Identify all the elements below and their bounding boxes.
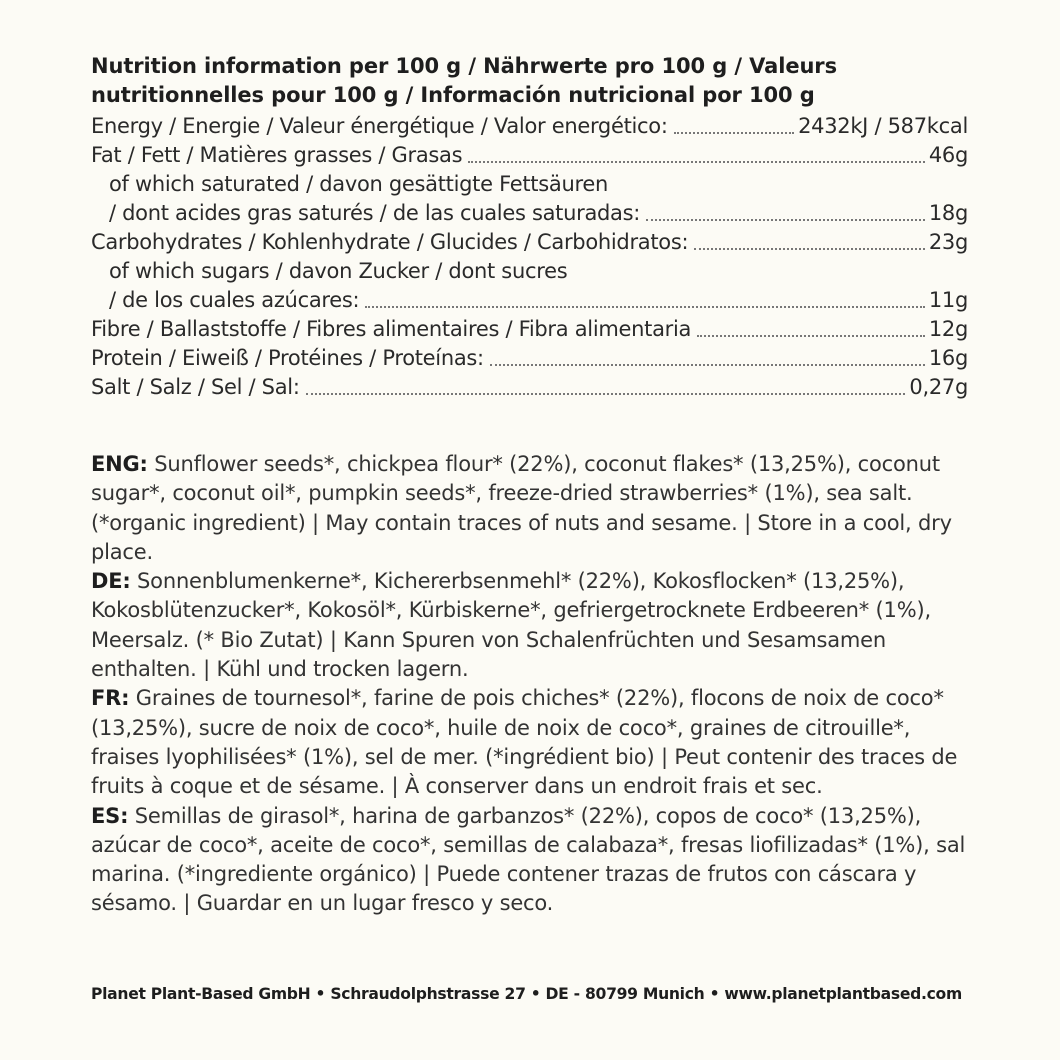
fat-label: Fat / Fett / Matières grasses / Grasas <box>91 143 463 167</box>
saturated-label-line2: / dont acides gras saturés / de las cuales saturadas: <box>109 201 641 225</box>
sugars-label-line1: of which sugars / davon Zucker / dont sucres <box>109 259 568 283</box>
leader-dots <box>697 333 925 337</box>
leader-dots <box>694 246 925 250</box>
carbohydrates-value: 23g <box>928 230 968 254</box>
ingredients-text-fr: Graines de tournesol*, farine de pois chiches* (22%), flocons de noix de coco* (13,25%), sucre de noix de coco*, huile de noix de coco*, graines de citrouille*, fraises lyophilisées* (1%), sel de mer. (*ingrédient bio) | Peut contenir des traces de fruits à coque et de sésame. | À conserver dans un endroit frais et sec. <box>91 686 958 799</box>
nutrition-row-sugars <box>91 286 968 315</box>
nutrition-row-carbohydrates <box>91 228 968 257</box>
nutrition-table <box>91 52 968 402</box>
leader-dots <box>490 362 925 366</box>
saturated-label-line1: of which saturated / davon gesättigte Fettsäuren <box>109 172 608 196</box>
nutrition-row-protein <box>91 344 968 373</box>
language-code-es: ES: <box>91 803 129 828</box>
company-footer: Planet Plant-Based GmbH • Schraudolphstrasse 27 • DE - 80799 Munich • www.planetplantbased.com <box>91 985 962 1003</box>
nutrition-row-saturated <box>91 199 968 228</box>
ingredients-fr <box>91 684 981 801</box>
language-code-fr: FR: <box>91 686 130 711</box>
salt-label: Salt / Salz / Sel / Sal: <box>91 375 300 399</box>
ingredients-text-eng: Sunflower seeds*, chickpea flour* (22%), coconut flakes* (13,25%), coconut sugar*, coconut oil*, pumpkin seeds*, freeze-dried strawberries* (1%), sea salt. (*organic ingredient) | May contain traces of nuts and sesame. | Store in a cool, dry place. <box>91 452 952 564</box>
carbohydrates-label: Carbohydrates / Kohlenhydrate / Glucides / Carbohidratos: <box>91 230 689 254</box>
nutrition-title-line1: Nutrition information per 100 g / Nährwerte pro 100 g / Valeurs <box>91 54 837 78</box>
ingredients-de <box>91 567 981 684</box>
nutrition-row-energy <box>91 112 968 141</box>
salt-value: 0,27g <box>909 375 968 399</box>
sugars-value: 11g <box>928 288 968 312</box>
energy-value: 2432kJ / 587kcal <box>798 114 968 138</box>
nutrition-row-fibre <box>91 315 968 344</box>
ingredients-block <box>91 450 981 919</box>
protein-value: 16g <box>928 346 968 370</box>
ingredients-eng <box>91 450 981 567</box>
protein-label: Protein / Eiweiß / Protéines / Proteínas: <box>91 346 484 370</box>
ingredients-es <box>91 802 981 919</box>
leader-dots <box>468 159 925 163</box>
language-code-de: DE: <box>91 569 131 594</box>
leader-dots <box>674 130 794 134</box>
ingredients-text-de: Sonnenblumenkerne*, Kichererbsenmehl* (22%), Kokosflocken* (13,25%), Kokosblütenzucker*, Kokosöl*, Kürbiskerne*, gefriergetrocknete Erdbeeren* (1%), Meersalz. (* Bio Zutat) | Kann Spuren von Schalenfrüchten und Sesamsamen enthalten. | Kühl und trocken lagern. <box>91 569 931 682</box>
nutrition-title <box>91 52 968 110</box>
saturated-value: 18g <box>928 201 968 225</box>
leader-dots <box>365 304 925 308</box>
nutrition-row-salt <box>91 373 968 402</box>
leader-dots <box>646 217 925 221</box>
fibre-value: 12g <box>928 317 968 341</box>
energy-label: Energy / Energie / Valeur énergétique / Valor energético: <box>91 114 668 138</box>
fibre-label: Fibre / Ballaststoffe / Fibres alimentaires / Fibra alimentaria <box>91 317 692 341</box>
sugars-label-line2: / de los cuales azúcares: <box>109 288 360 312</box>
nutrition-title-line2: nutritionnelles pour 100 g / Información nutricional por 100 g <box>91 83 815 107</box>
fat-value: 46g <box>928 143 968 167</box>
language-code-eng: ENG: <box>91 452 148 476</box>
nutrition-row-fat <box>91 141 968 170</box>
leader-dots <box>306 391 906 395</box>
ingredients-text-es: Semillas de girasol*, harina de garbanzos* (22%), copos de coco* (13,25%), azúcar de coco*, aceite de coco*, semillas de calabaza*, fresas liofilizadas* (1%), sal marina. (*ingrediente orgánico) | Puede contener trazas de frutos con cáscara y sésamo. | Guardar en un lugar fresco y seco. <box>91 803 966 916</box>
